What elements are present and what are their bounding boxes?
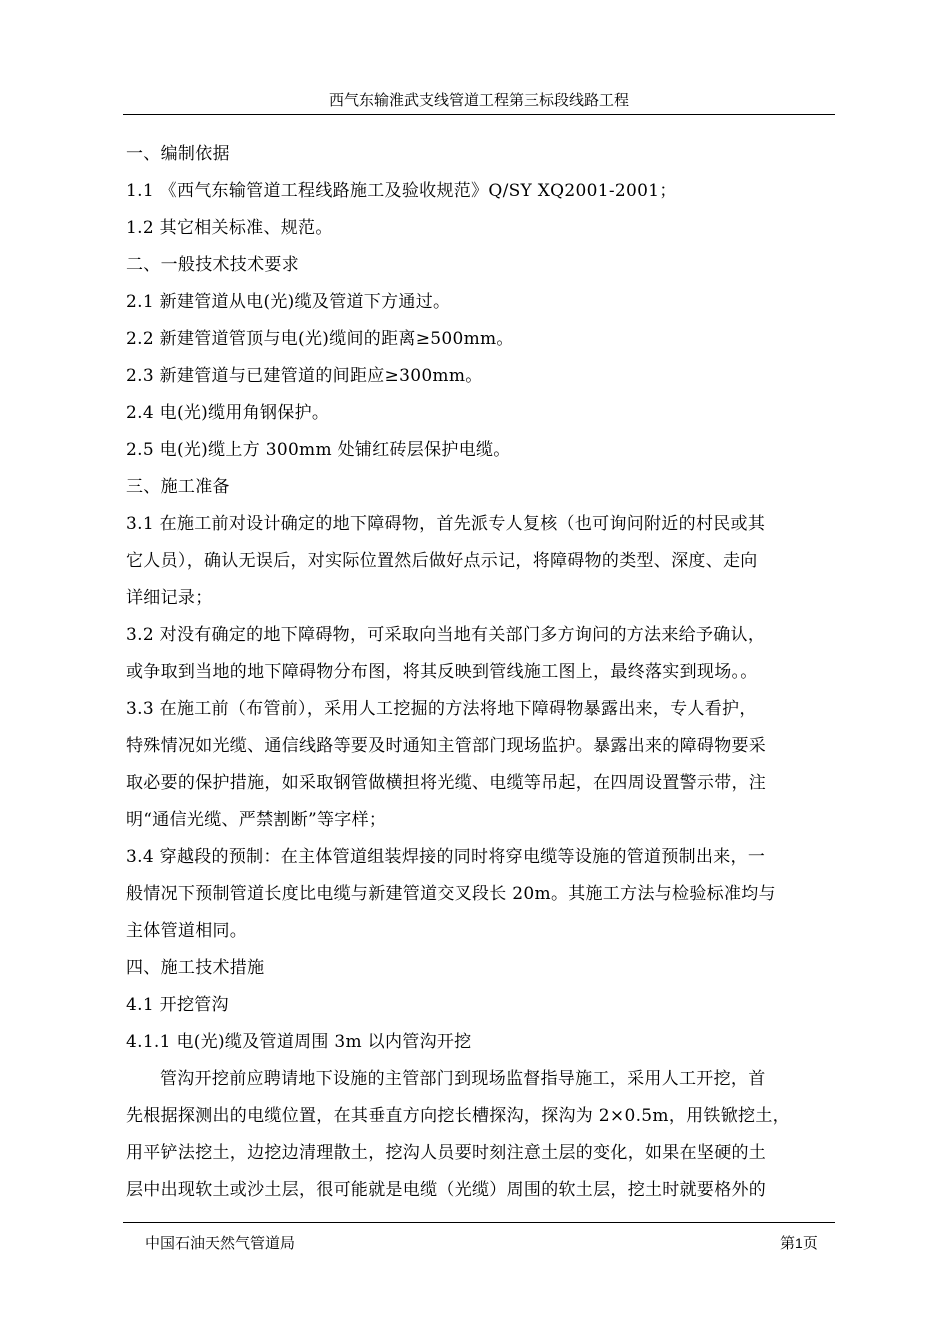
body-line: 先根据探测出的电缆位置，在其垂直方向挖长槽探沟，探沟为 2×0.5m，用铁锨挖土， — [126, 1106, 790, 1126]
body-line: 3.3 在施工前（布管前），采用人工挖掘的方法将地下障碍物暴露出来，专人看护， — [126, 699, 757, 719]
body-line: 明“通信光缆、严禁割断”等字样； — [126, 810, 387, 830]
page-number — [780, 1232, 818, 1254]
body-line: 2.2 新建管道管顶与电(光)缆间的距离≥500mm。 — [126, 329, 514, 349]
subsection-heading: 4.1.1 电(光)缆及管道周围 3m 以内管沟开挖 — [126, 1032, 472, 1052]
body-line: 3.1 在施工前对设计确定的地下障碍物，首先派专人复核（也可询问附近的村民或其 — [126, 514, 766, 534]
section-heading-4: 四、施工技术措施 — [126, 958, 265, 978]
page-header-title: 西气东输淮武支线管道工程第三标段线路工程 — [328, 91, 629, 109]
page-number-suffix: 页 — [802, 1234, 818, 1252]
body-line: 2.3 新建管道与已建管道的间距应≥300mm。 — [126, 366, 483, 386]
body-line: 般情况下预制管道长度比电缆与新建管道交叉段长 20m。其施工方法与检验标准均与 — [126, 884, 776, 904]
body-line: 它人员），确认无误后，对实际位置然后做好点示记，将障碍物的类型、深度、走向 — [126, 551, 758, 571]
section-heading-3: 三、施工准备 — [126, 477, 230, 497]
page-number-value: 1 — [795, 1235, 803, 1251]
paragraph-first-line: 管沟开挖前应聘请地下设施的主管部门到现场监督指导施工，采用人工开挖，首 — [160, 1069, 766, 1089]
section-heading-1: 一、编制依据 — [126, 144, 230, 164]
body-line: 层中出现软土或沙土层，很可能就是电缆（光缆）周围的软土层，挖土时就要格外的 — [126, 1180, 767, 1200]
body-line: 3.4 穿越段的预制：在主体管道组装焊接的同时将穿电缆等设施的管道预制出来，一 — [126, 847, 766, 867]
body-line: 详细记录； — [126, 588, 213, 608]
page-number-prefix: 第 — [780, 1234, 796, 1252]
body-line: 3.2 对没有确定的地下障碍物，可采取向当地有关部门多方询问的方法来给予确认， — [126, 625, 766, 645]
body-line: 2.1 新建管道从电(光)缆及管道下方通过。 — [126, 292, 451, 312]
subsection-heading: 4.1 开挖管沟 — [126, 995, 229, 1015]
footer-divider — [123, 1222, 835, 1223]
body-line: 1.2 其它相关标准、规范。 — [126, 218, 333, 238]
header-divider — [123, 114, 835, 115]
footer-organization: 中国石油天然气管道局 — [145, 1234, 296, 1252]
body-line: 1.1 《西气东输管道工程线路施工及验收规范》Q/SY XQ2001-2001； — [126, 181, 677, 201]
body-line: 取必要的保护措施，如采取钢管做横担将光缆、电缆等吊起，在四周设置警示带，注 — [126, 773, 767, 793]
body-line: 特殊情况如光缆、通信线路等要及时通知主管部门现场监护。暴露出来的障碍物要采 — [126, 736, 767, 756]
body-line: 主体管道相同。 — [126, 921, 248, 941]
document-body — [126, 136, 838, 1209]
body-line: 2.4 电(光)缆用角钢保护。 — [126, 403, 330, 423]
section-heading-2: 二、一般技术技术要求 — [126, 255, 299, 275]
body-line: 用平铲法挖土，边挖边清理散土，挖沟人员要时刻注意土层的变化，如果在坚硬的土 — [126, 1143, 767, 1163]
body-line: 或争取到当地的地下障碍物分布图，将其反映到管线施工图上，最终落实到现场。。 — [126, 662, 758, 682]
body-line: 2.5 电(光)缆上方 300mm 处铺红砖层保护电缆。 — [126, 440, 511, 460]
